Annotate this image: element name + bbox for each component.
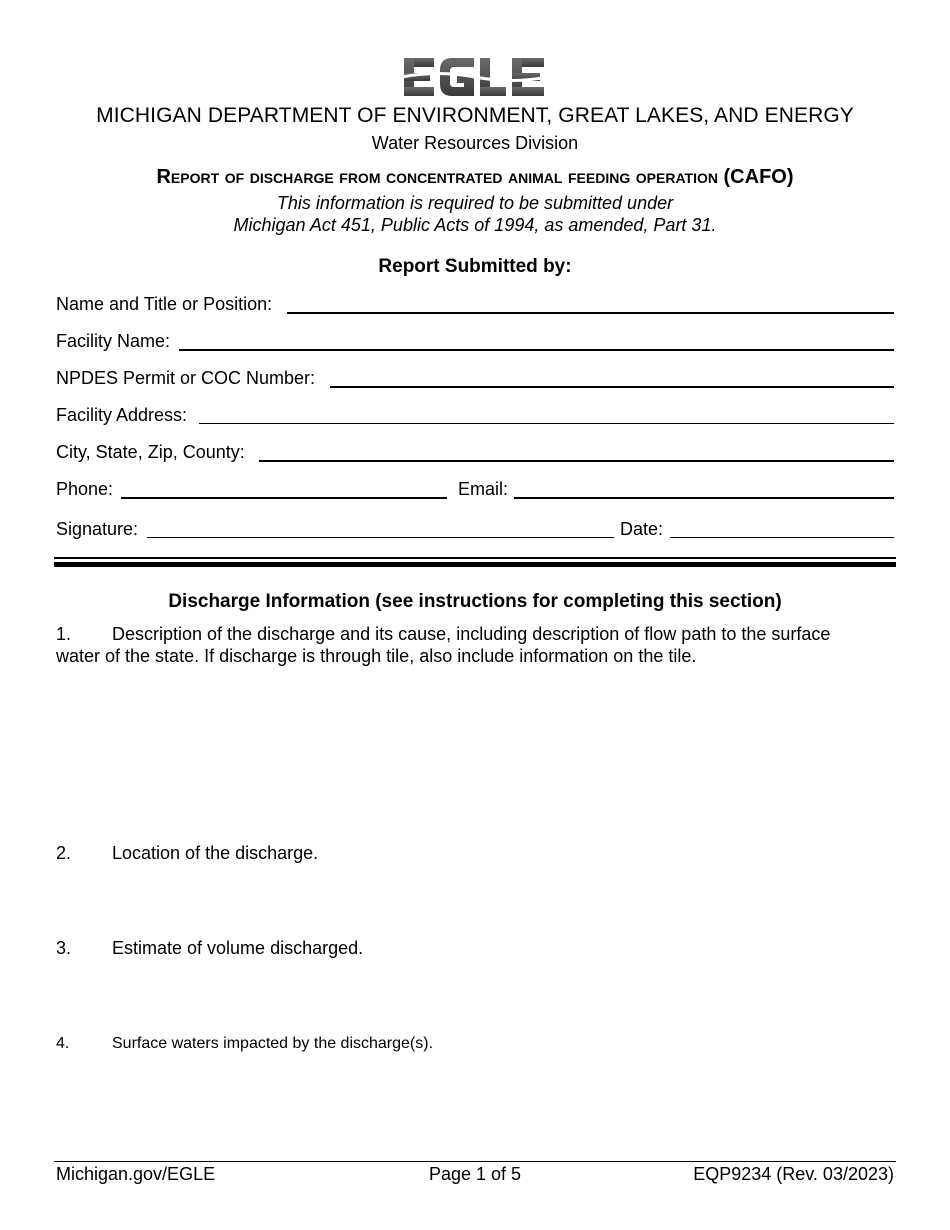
city-state-label: City, State, Zip, County:: [56, 442, 245, 462]
division-name: Water Resources Division: [371, 133, 579, 153]
name-title-label: Name and Title or Position:: [56, 294, 273, 314]
item-3-response-area[interactable]: [56, 965, 894, 1025]
footer-page-number: Page 1 of 5: [428, 1164, 522, 1184]
agency-name: MICHIGAN DEPARTMENT OF ENVIRONMENT, GREAT LAKES, AND ENERGY: [96, 104, 854, 127]
legal-notice-line2: Michigan Act 451, Public Acts of 1994, as amended, Part 31.: [233, 215, 717, 235]
facility-address-label: Facility Address:: [56, 405, 188, 425]
item-3-number: 3.: [56, 938, 72, 958]
discharge-heading: Discharge Information (see instructions for completing this section): [168, 591, 782, 612]
date-field[interactable]: [670, 537, 894, 538]
footer-rule: [54, 1161, 896, 1162]
item-3-text: Estimate of volume discharged.: [112, 938, 364, 958]
facility-name-field[interactable]: [179, 349, 894, 351]
item-2-response-area[interactable]: [56, 870, 894, 930]
city-state-field[interactable]: [259, 460, 894, 462]
report-title: Report of discharge from concentrated animal feeding operation (CAFO): [156, 166, 794, 188]
email-label: Email:: [458, 479, 509, 499]
item-1-text-line2: water of the state. If discharge is through tile, also include information on the tile.: [56, 646, 697, 666]
signature-field[interactable]: [147, 537, 614, 538]
egle-logo: [402, 56, 548, 98]
item-4-number: 4.: [56, 1035, 70, 1052]
legal-notice-line1: This information is required to be submitted under: [276, 193, 674, 213]
item-2-number: 2.: [56, 843, 72, 863]
phone-field[interactable]: [121, 497, 447, 499]
npdes-field[interactable]: [330, 386, 894, 388]
section-divider-thin: [54, 557, 896, 559]
facility-address-field[interactable]: [199, 423, 894, 424]
egle-logo-graphic: [402, 56, 548, 98]
section-divider-thick: [54, 562, 896, 567]
item-1-number: 1.: [56, 624, 72, 644]
item-4-response-area[interactable]: [56, 1060, 894, 1150]
signature-label: Signature:: [56, 519, 139, 539]
name-title-field[interactable]: [287, 312, 894, 314]
facility-name-label: Facility Name:: [56, 331, 171, 351]
item-2-text: Location of the discharge.: [112, 843, 319, 863]
footer-form-id: EQP9234 (Rev. 03/2023): [693, 1164, 894, 1184]
npdes-label: NPDES Permit or COC Number:: [56, 368, 316, 388]
date-label: Date:: [620, 519, 664, 539]
item-4-text: Surface waters impacted by the discharge(s).: [112, 1035, 434, 1052]
footer-website: Michigan.gov/EGLE: [56, 1164, 216, 1184]
email-field[interactable]: [514, 497, 894, 499]
phone-label: Phone:: [56, 479, 114, 499]
submitted-by-heading: Report Submitted by:: [378, 256, 572, 277]
item-1-response-area[interactable]: [56, 672, 894, 832]
item-1-text-line1: Description of the discharge and its cause, including description of flow path to the surface: [112, 624, 831, 644]
